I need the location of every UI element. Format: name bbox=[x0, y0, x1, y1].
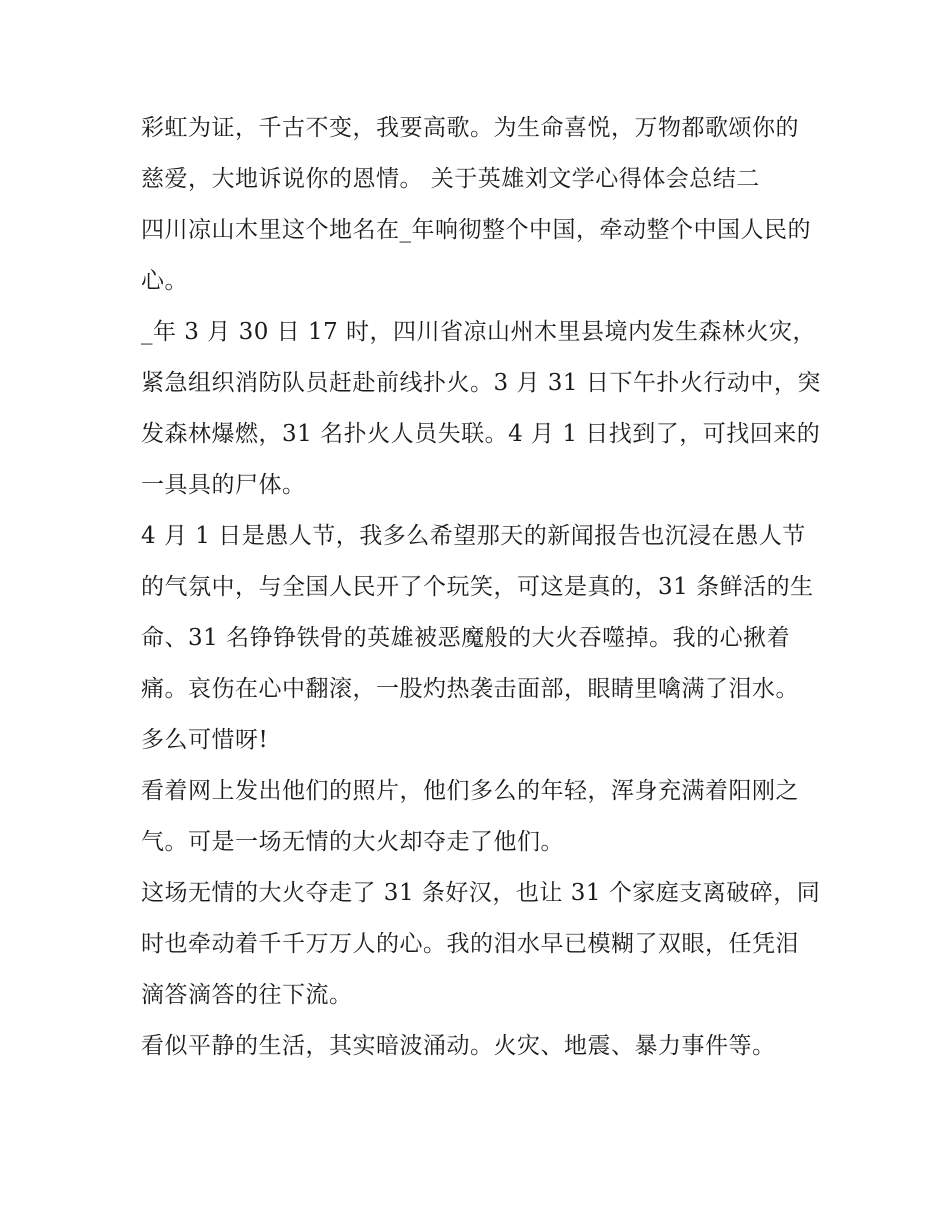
document-body bbox=[141, 103, 821, 1072]
paragraph: 4 月 1 日是愚人节，我多么希望那天的新闻报告也沉浸在愚人节的气氛中，与全国人民开了个玩笑，可这是真的，31 条鲜活的生命、31 名铮铮铁骨的英雄被恶魔般的大火吞噬掉。我的心揪着痛。哀伤在心中翻滚，一股灼热袭击面部，眼睛里噙满了泪水。多么可惜呀! bbox=[141, 523, 814, 753]
paragraph: 彩虹为证，千古不变，我要高歌。为生命喜悦，万物都歌颂你的慈爱，大地诉说你的恩情。 关于英雄刘文学心得体会总结二 bbox=[141, 115, 799, 192]
paragraph: 看似平静的生活，其实暗波涌动。火灾、地震、暴力事件等。 bbox=[141, 1033, 776, 1059]
paragraph: 这场无情的大火夺走了 31 条好汉，也让 31 个家庭支离破碎，同时也牵动着千千万万人的心。我的泪水早已模糊了双眼，任凭泪滴答滴答的往下流。 bbox=[141, 880, 821, 1008]
paragraph: 四川凉山木里这个地名在_年响彻整个中国，牵动整个中国人民的心。 bbox=[141, 217, 811, 294]
paragraph: _年 3 月 30 日 17 时，四川省凉山州木里县境内发生森林火灾，紧急组织消防队员赶赴前线扑火。3 月 31 日下午扑火行动中，突发森林爆燃，31 名扑火人员失联。4 月 1 日找到了，可找回来的一具具的尸体。 bbox=[141, 319, 821, 498]
paragraph: 看着网上发出他们的照片，他们多么的年轻，浑身充满着阳刚之气。可是一场无情的大火却夺走了他们。 bbox=[141, 778, 799, 855]
